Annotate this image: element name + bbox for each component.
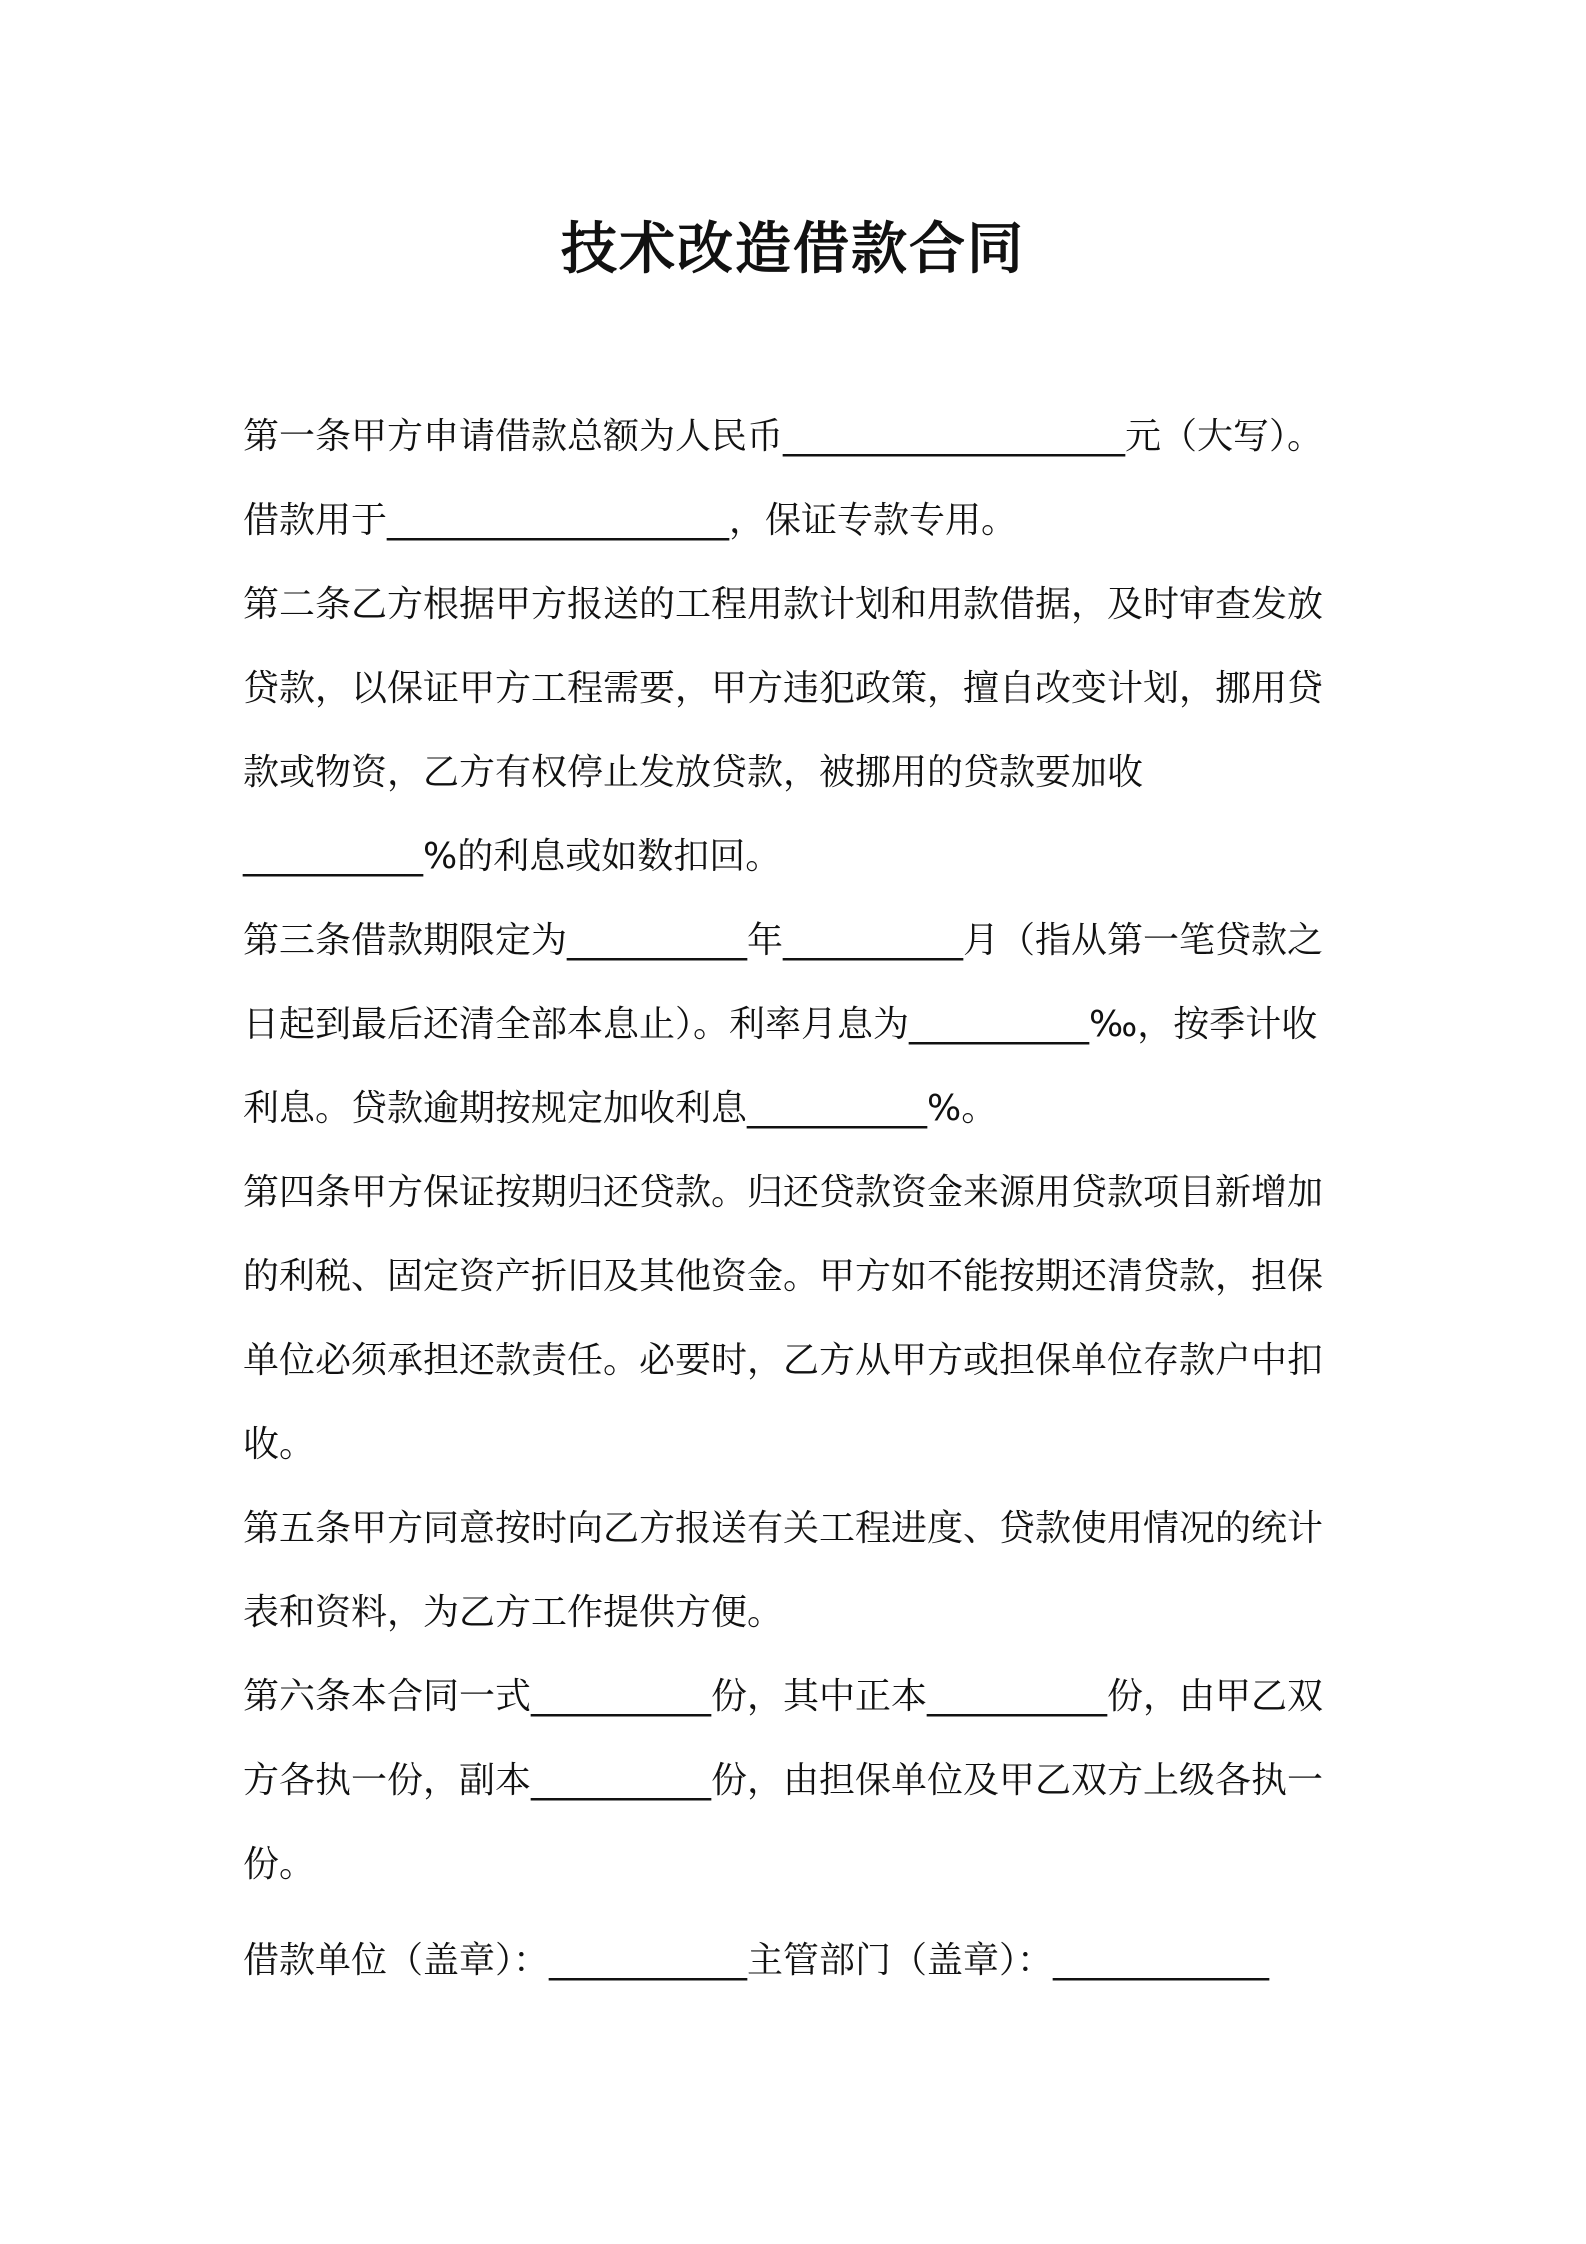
clause-2-line-1: 第二条乙方根据甲方报送的工程用款计划和用款借据，及时审查发放 — [243, 584, 1324, 625]
clause-4-line-1: 第四条甲方保证按期归还贷款。归还贷款资金来源用贷款项目新增加 — [243, 1172, 1324, 1213]
clause-4-line-4: 收。 — [243, 1424, 316, 1465]
clause-2-line-2: 贷款，以保证甲方工程需要，甲方违犯政策，擅自改变计划，挪用贷 — [243, 668, 1324, 709]
clause-6-line-3: 份。 — [243, 1844, 316, 1885]
signature-line: 借款单位（盖章）：___________主管部门（盖章）：____________ — [243, 1940, 1270, 1981]
clause-6-line-1: 第六条本合同一式__________份，其中正本__________份，由甲乙双 — [243, 1676, 1324, 1717]
clause-5-line-1: 第五条甲方同意按时向乙方报送有关工程进度、贷款使用情况的统计 — [243, 1508, 1324, 1549]
clause-2-line-4: __________%的利息或如数扣回。 — [243, 836, 782, 877]
clause-3-line-2: 日起到最后还清全部本息止）。利率月息为__________‰，按季计收 — [243, 1004, 1318, 1045]
clause-1-line-1: 第一条甲方申请借款总额为人民币___________________元（大写）。 — [243, 416, 1324, 457]
clause-6-line-2: 方各执一份，副本__________份，由担保单位及甲乙双方上级各执一 — [243, 1760, 1324, 1801]
clause-4-line-2: 的利税、固定资产折旧及其他资金。甲方如不能按期还清贷款，担保 — [243, 1256, 1324, 1297]
clause-1-line-2: 借款用于___________________，保证专款专用。 — [243, 500, 1018, 541]
clause-4-line-3: 单位必须承担还款责任。必要时，乙方从甲方或担保单位存款户中扣 — [243, 1340, 1324, 1381]
clause-3-line-1: 第三条借款期限定为__________年__________月（指从第一笔贷款之 — [243, 920, 1324, 961]
clause-2-line-3: 款或物资，乙方有权停止发放贷款，被挪用的贷款要加收 — [243, 752, 1144, 793]
document-title: 技术改造借款合同 — [561, 217, 1025, 282]
clause-5-line-2: 表和资料，为乙方工作提供方便。 — [243, 1592, 784, 1633]
clause-3-line-3: 利息。贷款逾期按规定加收利息__________%。 — [243, 1088, 998, 1129]
